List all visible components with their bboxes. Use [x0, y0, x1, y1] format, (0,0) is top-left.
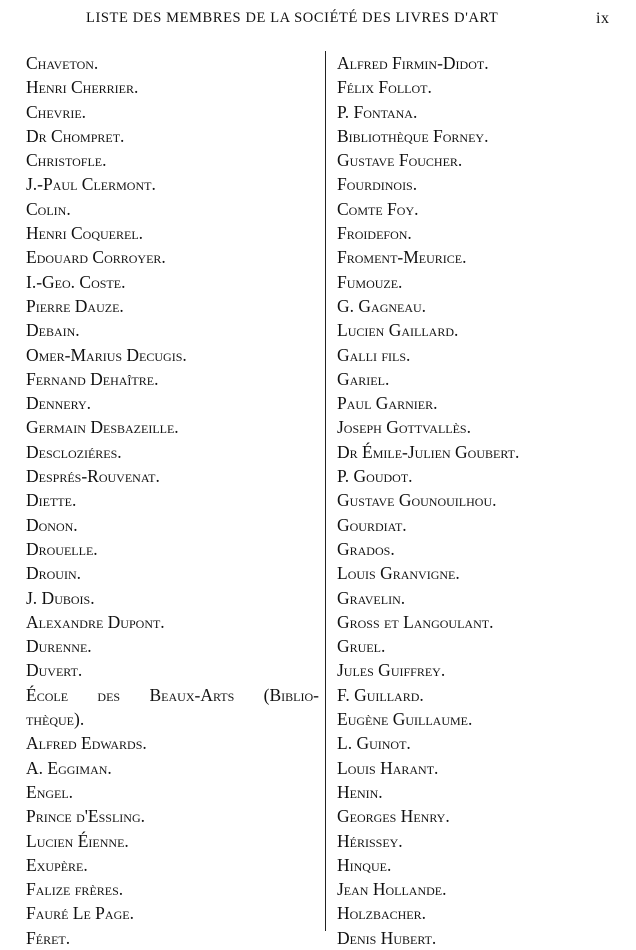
member-entry: Jean Hollande.: [337, 879, 447, 900]
member-entry: Georges Henry.: [337, 806, 450, 827]
member-entry: Comte Foy.: [337, 198, 419, 219]
member-entry: Hérissey.: [337, 830, 403, 851]
member-entry: Gourdiat.: [337, 514, 407, 535]
member-entry: Dr Émile-Julien Goubert.: [337, 441, 520, 462]
member-entry: A. Eggiman.: [26, 757, 112, 778]
member-entry: Colin.: [26, 198, 71, 219]
member-entry: Drouin.: [26, 563, 82, 584]
member-entry: Falize frères.: [26, 879, 124, 900]
member-entry: Alfred Firmin-Didot.: [337, 53, 489, 73]
member-entry: Omer-Marius Decugis.: [26, 344, 187, 365]
member-entry: G. Gagneau.: [337, 295, 427, 316]
member-entry: Jules Guiffrey.: [337, 660, 446, 681]
member-entry: Donon.: [26, 514, 78, 535]
member-entry: Alfred Edwards.: [26, 733, 147, 754]
member-entry: Pierre Dauze.: [26, 295, 124, 316]
member-entry: P. Fontana.: [337, 101, 418, 122]
member-entry: Christofle.: [26, 150, 107, 171]
member-entry: Féret.: [26, 927, 71, 948]
member-entry: Froment-Meurice.: [337, 247, 467, 268]
member-entry: Fourdinois.: [337, 174, 418, 195]
member-entry: Gariel.: [337, 368, 390, 389]
member-entry: Joseph Gottvallès.: [337, 417, 471, 438]
member-entry: Gravelin.: [337, 587, 406, 608]
member-entry: Holzbacher.: [337, 903, 427, 924]
member-entry: Chaveton.: [26, 53, 99, 73]
member-entry: Dr Chompret.: [26, 125, 125, 146]
member-entry: J. Dubois.: [26, 587, 95, 608]
member-entry: Germain Desbazeille.: [26, 417, 179, 438]
member-entry: Drouelle.: [26, 538, 98, 559]
member-entry: Louis Granvigne.: [337, 563, 460, 584]
member-entry: Hinque.: [337, 854, 392, 875]
member-entry: Gruel.: [337, 636, 386, 657]
member-entry: Lucien Gaillard.: [337, 320, 459, 341]
member-entry: École des Beaux-Arts (Biblio-: [26, 684, 319, 705]
member-entry: Félix Follot.: [337, 77, 432, 98]
member-entry: Paul Garnier.: [337, 393, 438, 414]
member-entry: Fumouze.: [337, 271, 403, 292]
page-number: ix: [596, 10, 610, 27]
member-list-right-column: [337, 51, 627, 950]
member-entry: Diette.: [26, 490, 77, 511]
member-entry: Henri Cherrier.: [26, 77, 139, 98]
member-entry: Gustave Gounouilhou.: [337, 490, 497, 511]
member-entry: Gross et Langoulant.: [337, 611, 494, 632]
member-entry: thèque).: [26, 709, 85, 730]
member-entry: Duvert.: [26, 660, 83, 681]
member-entry: Froidefon.: [337, 223, 412, 244]
member-entry: Louis Harant.: [337, 757, 439, 778]
member-entry: Henin.: [337, 781, 383, 802]
column-divider: [325, 51, 326, 931]
member-entry: Chevrie.: [26, 101, 87, 122]
member-entry: Descloziéres.: [26, 441, 122, 462]
member-entry: L. Guinot.: [337, 733, 411, 754]
member-entry: Lucien Éienne.: [26, 830, 129, 851]
member-entry: Després-Rouvenat.: [26, 466, 160, 487]
member-entry: Exupère.: [26, 854, 88, 875]
member-entry: Fernand Dehaître.: [26, 368, 159, 389]
member-entry: F. Guillard.: [337, 684, 424, 705]
member-entry: Eugène Guillaume.: [337, 709, 473, 730]
member-list-left-column: [26, 51, 319, 950]
member-entry: Engel.: [26, 781, 74, 802]
member-entry: Alexandre Dupont.: [26, 611, 165, 632]
member-entry: Denis Hubert.: [337, 927, 437, 948]
member-entry: Gustave Foucher.: [337, 150, 463, 171]
member-entry: Fauré Le Page.: [26, 903, 134, 924]
member-entry: Grados.: [337, 538, 395, 559]
member-entry: Debain.: [26, 320, 80, 341]
member-entry: Durenne.: [26, 636, 92, 657]
member-entry: P. Goudot.: [337, 466, 413, 487]
member-entry: I.-Geo. Coste.: [26, 271, 126, 292]
running-header: [0, 10, 636, 34]
member-entry: Galli fils.: [337, 344, 411, 365]
member-entry: Edouard Corroyer.: [26, 247, 166, 268]
member-entry: Prince d'Essling.: [26, 806, 145, 827]
member-entry: J.-Paul Clermont.: [26, 174, 156, 195]
header-title: LISTE DES MEMBRES DE LA SOCIÉTÉ DES LIVRES D'ART: [86, 10, 499, 26]
member-entry: Henri Coquerel.: [26, 223, 144, 244]
member-entry: Bibliothèque Forney.: [337, 125, 489, 146]
member-entry: Dennery.: [26, 393, 92, 414]
